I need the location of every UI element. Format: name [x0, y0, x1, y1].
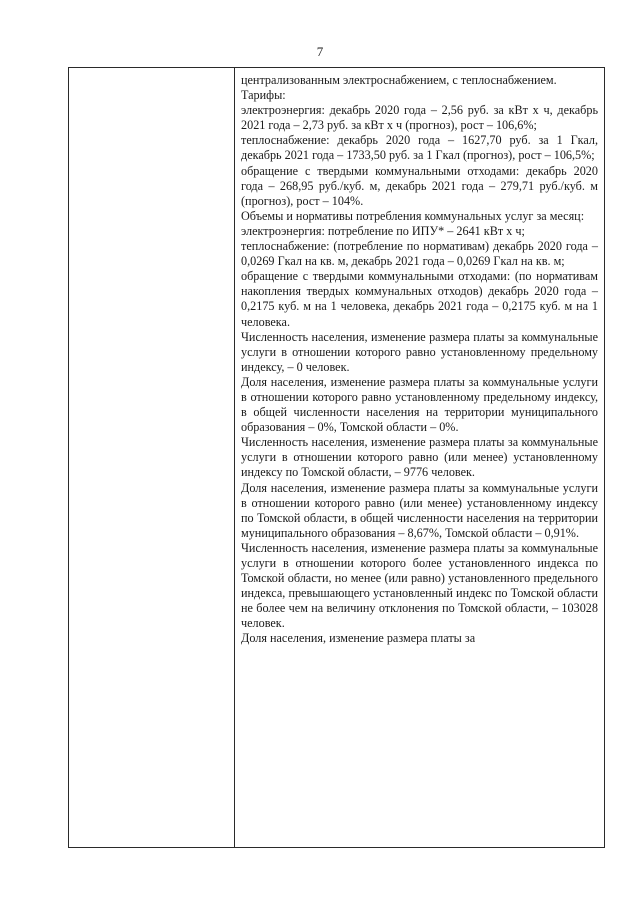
paragraph: электроэнергия: потребление по ИПУ* – 2641 кВт х ч;: [241, 223, 525, 238]
table-left-cell: [69, 68, 235, 847]
table-right-cell: [235, 68, 604, 847]
paragraph: теплоснабжение: (потребление по нормативам) декабрь 2020 года – 0,0269 Гкал на кв. м, декабрь 2021 года – 0,0269 Гкал на кв. м;: [241, 239, 598, 269]
paragraph: Объемы и нормативы потребления коммунальных услуг за месяц:: [241, 208, 585, 223]
paragraph: электроэнергия: декабрь 2020 года – 2,56 руб. за кВт х ч, декабрь 2021 года – 2,73 руб. за кВт х ч (прогноз), рост – 106,6%;: [241, 103, 598, 133]
paragraph: Тарифы:: [241, 88, 286, 103]
paragraph: Численность населения, изменение размера платы за коммунальные услуги в отношении которого более установленного индекса по Томской области, но менее (или равно) установленного предельного индекса, превышающего установленный индекс по Томской области не более чем на величину отклонения по Томской области, – 103028 человек.: [241, 540, 598, 631]
paragraph: Доля населения, изменение размера платы за коммунальные услуги в отношении которого равно установленному предельному индексу, в общей численности населения на территории муниципального образования – 0%, Томской области – 0%.: [241, 374, 598, 435]
paragraph: Доля населения, изменение размера платы за: [241, 631, 476, 646]
paragraph: централизованным электроснабжением, с теплоснабжением.: [241, 73, 557, 87]
paragraph: Доля населения, изменение размера платы за коммунальные услуги в отношении которого равно (или менее) установленному индексу по Томской области, в общей численности населения на территории муниципального образования – 8,67%, Томской области – 0,91%.: [241, 480, 598, 540]
paragraph: обращение с твердыми коммунальными отходами: (по нормативам накопления твердых коммунальных отходов) декабрь 2020 года – 0,2175 куб. м на 1 человека, декабрь 2021 года – 0,2175 куб. м на 1 человека.: [241, 269, 598, 329]
paragraph: Численность населения, изменение размера платы за коммунальные услуги в отношении которого равно (или менее) установленному индексу по Томской области, – 9776 человек.: [241, 435, 598, 480]
paragraph: теплоснабжение: декабрь 2020 года – 1627,70 руб. за 1 Гкал, декабрь 2021 года – 1733,50 руб. за 1 Гкал (прогноз), рост – 106,5%;: [241, 133, 598, 163]
page-number: 7: [316, 44, 324, 59]
paragraph: обращение с твердыми коммунальными отходами: декабрь 2020 года – 268,95 руб./куб. м, декабрь 2021 года – 279,71 руб./куб. м (прогноз), рост – 104%.: [241, 163, 598, 208]
content-table: [68, 67, 605, 848]
paragraph: Численность населения, изменение размера платы за коммунальные услуги в отношении которого равно установленному предельному индексу, – 0 человек.: [241, 329, 598, 374]
